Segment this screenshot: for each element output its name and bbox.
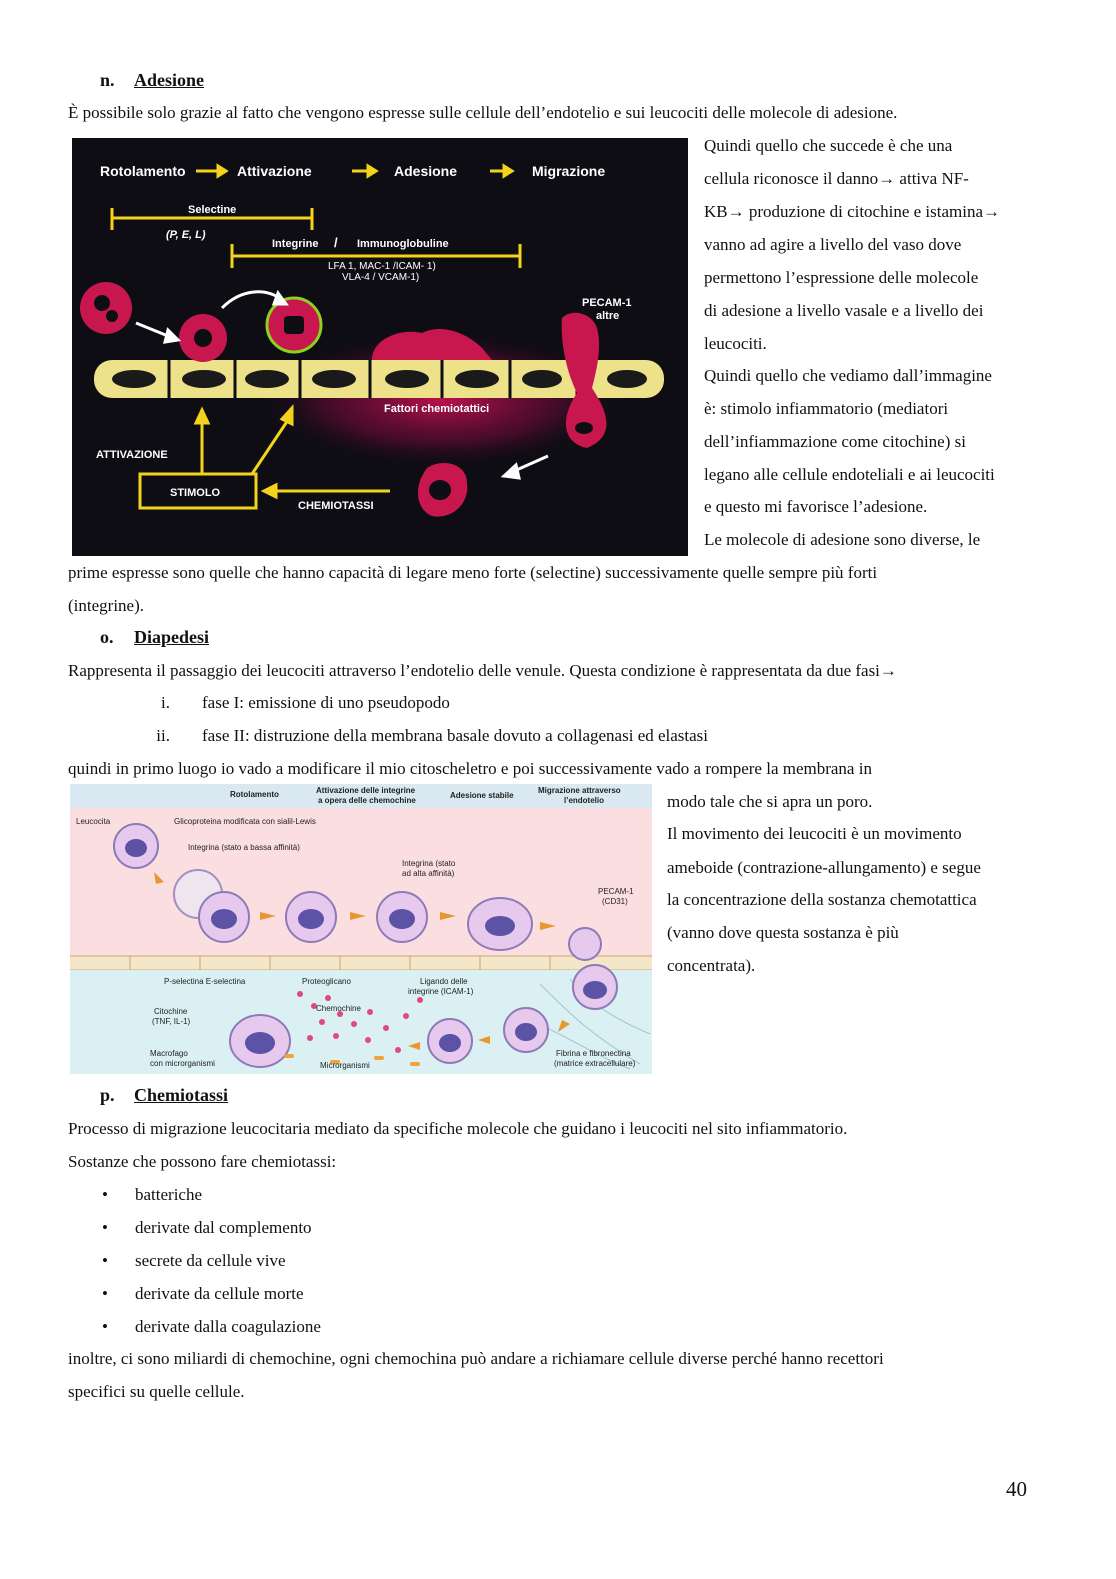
side-line: Quindi quello che vediamo dall’immagine xyxy=(704,366,992,385)
fig2-header: Attivazione delle integrine xyxy=(316,786,416,795)
heading-diapedesi xyxy=(100,621,209,654)
side-line: di adesione a livello vasale e a livello dei xyxy=(704,301,984,320)
side-line: è: stimolo infiammatorio (mediatori xyxy=(704,399,949,418)
fig2-label: Leucocita xyxy=(76,817,111,826)
fig2-header: Migrazione attraverso xyxy=(538,786,621,795)
label-selectine: Selectine xyxy=(188,204,237,216)
list-number: ii. xyxy=(156,726,170,745)
label-lfa: LFA 1, MAC-1 /ICAM- 1) xyxy=(328,261,436,272)
list-text: derivate dalla coagulazione xyxy=(135,1317,321,1336)
side-line: Il movimento dei leucociti è un movimento xyxy=(667,824,962,843)
diapedesis-illustration xyxy=(70,784,652,1074)
label-integrine: Integrine xyxy=(272,238,319,250)
fig2-header: a opera delle chemochine xyxy=(318,796,416,805)
bullet-glyph: • xyxy=(102,1251,108,1270)
label-pecam: PECAM-1 xyxy=(582,297,632,309)
heading-title: Diapedesi xyxy=(134,627,210,647)
side-line: permettono l’espressione delle molecole xyxy=(704,268,979,287)
side-line: e questo mi favorisce l’adesione. xyxy=(704,497,928,516)
bullet-glyph: • xyxy=(102,1218,108,1237)
fig2-label: Microrganismi xyxy=(320,1061,370,1070)
paragraph-line: Sostanze che possono fare chemiotassi: xyxy=(68,1152,337,1171)
fig2-label: Fibrina e fibronectina xyxy=(556,1049,631,1058)
side-line: Le molecole di adesione sono diverse, le xyxy=(704,530,981,549)
label-selectine-types: (P, E, L) xyxy=(166,229,206,241)
fig2-header: Rotolamento xyxy=(230,790,279,799)
list-text: fase II: distruzione della membrana basale dovuto a collagenasi ed elastasi xyxy=(202,726,709,745)
side-line: (vanno dove questa sostanza è più xyxy=(667,923,899,942)
list-text: batteriche xyxy=(135,1185,203,1204)
fig2-header: Adesione stabile xyxy=(450,791,514,800)
label-stimolo: STIMOLO xyxy=(170,487,221,499)
fig2-label: Integrina (stato xyxy=(402,859,456,868)
fig2-label: ad alta affinità) xyxy=(402,869,455,878)
side-line: concentrata). xyxy=(667,956,756,975)
side-line: vanno ad agire a livello del vaso dove xyxy=(704,235,962,254)
list-text: derivate dal complemento xyxy=(135,1218,312,1237)
fig2-label: PECAM-1 xyxy=(598,887,634,896)
label-immunoglobuline: Immunoglobuline xyxy=(357,238,449,250)
fig2-label: Proteoglicano xyxy=(302,977,351,986)
fig2-label: Integrina (stato a bassa affinità) xyxy=(188,843,300,852)
heading-title: Chemiotassi xyxy=(134,1085,228,1105)
heading-letter: o. xyxy=(100,627,114,647)
heading-adesione xyxy=(100,64,204,97)
heading-letter: n. xyxy=(100,70,115,90)
fig2-label: Ligando delle xyxy=(420,977,468,986)
label-vla: VLA-4 / VCAM-1) xyxy=(342,272,420,283)
label-fattori-chemiotattici: Fattori chemiotattici xyxy=(384,403,490,415)
side-line: cellula riconosce il danno→ attiva NF- xyxy=(704,169,969,188)
list-text: fase I: emissione di uno pseudopodo xyxy=(202,693,450,712)
fig2-label: Chemochine xyxy=(316,1004,361,1013)
fig2-header: l’endotelio xyxy=(564,796,604,805)
paragraph-line: quindi in primo luogo io vado a modificare il mio citoscheletro e poi successivamente vado a rompere la membrana in xyxy=(68,759,872,778)
paragraph-line: specifici su quelle cellule. xyxy=(68,1382,245,1401)
diapedesis-figure xyxy=(70,784,652,1074)
fig2-label: (CD31) xyxy=(602,897,628,906)
paragraph-intro: Processo di migrazione leucocitaria mediato da specifiche molecole che guidano i leucociti nel sito infiammatorio. xyxy=(68,1119,848,1138)
heading-letter: p. xyxy=(100,1085,115,1105)
label-rotolamento: Rotolamento xyxy=(100,163,186,179)
heading-chemiotassi xyxy=(100,1079,228,1112)
fig2-label: Macrofago xyxy=(150,1049,188,1058)
paragraph-line: inoltre, ci sono miliardi di chemochine, ogni chemochina può andare a richiamare cellule diverse perché hanno recettori xyxy=(68,1349,884,1368)
fig2-label: P-selectina E-selectina xyxy=(164,977,246,986)
fig2-label: Citochine xyxy=(154,1007,188,1016)
list-text: derivate da cellule morte xyxy=(135,1284,304,1303)
bullet-glyph: • xyxy=(102,1317,108,1336)
fig2-label: integrine (ICAM-1) xyxy=(408,987,474,996)
label-migrazione: Migrazione xyxy=(532,163,606,179)
paragraph-intro: Rappresenta il passaggio dei leucociti attraverso l’endotelio delle venule. Questa condizione è rappresentata da due fasi→ xyxy=(68,661,897,680)
paragraph-line: (integrine). xyxy=(68,596,144,615)
fig2-label: con microrganismi xyxy=(150,1059,215,1068)
list-number: i. xyxy=(161,693,170,712)
side-line: leucociti. xyxy=(704,334,767,353)
side-line: modo tale che si apra un poro. xyxy=(667,792,873,811)
bullet-glyph: • xyxy=(102,1185,108,1204)
bullet-glyph: • xyxy=(102,1284,108,1303)
side-line: ameboide (contrazione-allungamento) e segue xyxy=(667,858,981,877)
adhesion-figure xyxy=(72,138,688,556)
side-line: legano alle cellule endoteliali e ai leucociti xyxy=(704,465,995,484)
label-chemiotassi-fig: CHEMIOTASSI xyxy=(298,500,374,512)
fig2-label: (matrice extracellulare) xyxy=(554,1059,636,1068)
paragraph-intro: È possibile solo grazie al fatto che vengono espresse sulle cellule dell’endotelio e sui leucociti delle molecole di adesione. xyxy=(68,103,898,122)
adhesion-illustration xyxy=(72,138,688,556)
page-number: 40 xyxy=(1006,1477,1027,1501)
label-attivazione-caps: ATTIVAZIONE xyxy=(96,449,168,461)
fig2-label: (TNF, IL-1) xyxy=(152,1017,191,1026)
heading-title: Adesione xyxy=(134,70,205,90)
side-line: Quindi quello che succede è che una xyxy=(704,136,953,155)
side-line: la concentrazione della sostanza chemotattica xyxy=(667,890,977,909)
label-slash: / xyxy=(334,235,338,250)
label-altre: altre xyxy=(596,310,620,322)
side-line: KB→ produzione di citochine e istamina→ xyxy=(704,202,1001,221)
paragraph-line: prime espresse sono quelle che hanno capacità di legare meno forte (selectine) successivamente quelle sempre più forti xyxy=(68,563,878,582)
label-attivazione: Attivazione xyxy=(237,163,312,179)
fig2-label: Glicoproteina modificata con sialil-Lewis xyxy=(174,817,316,826)
side-line: dell’infiammazione come citochine) si xyxy=(704,432,966,451)
list-text: secrete da cellule vive xyxy=(135,1251,286,1270)
label-adesione: Adesione xyxy=(394,163,458,179)
